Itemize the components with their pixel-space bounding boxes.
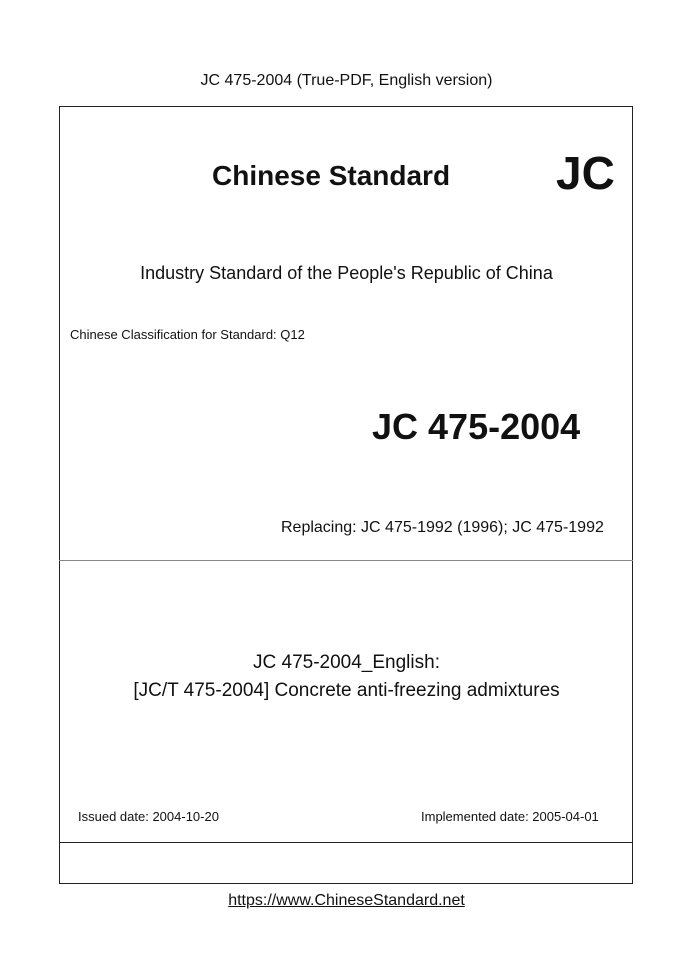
document-title-line-2: [JC/T 475-2004] Concrete anti-freezing admixtures — [133, 680, 560, 701]
cover-title: Chinese Standard — [212, 160, 451, 191]
standard-code-mark: JC — [556, 147, 615, 199]
section-divider-top — [59, 560, 633, 561]
standard-number: JC 475-2004 — [372, 406, 581, 447]
implemented-date: Implemented date: 2005-04-01 — [421, 809, 599, 824]
website-link[interactable]: https://www.ChineseStandard.net — [228, 892, 465, 909]
issuing-organization: Industry Standard of the People's Republic of China — [140, 263, 553, 283]
classification-label: Chinese Classification for Standard: Q12 — [70, 327, 305, 342]
page-header-title: JC 475-2004 (True-PDF, English version) — [200, 72, 493, 89]
cover-frame — [59, 106, 633, 884]
document-title-line-1: JC 475-2004_English: — [253, 652, 440, 673]
issued-date: Issued date: 2004-10-20 — [78, 809, 219, 824]
replacing-note: Replacing: JC 475-1992 (1996); JC 475-1992 — [281, 519, 604, 536]
section-divider-bottom — [59, 842, 633, 843]
